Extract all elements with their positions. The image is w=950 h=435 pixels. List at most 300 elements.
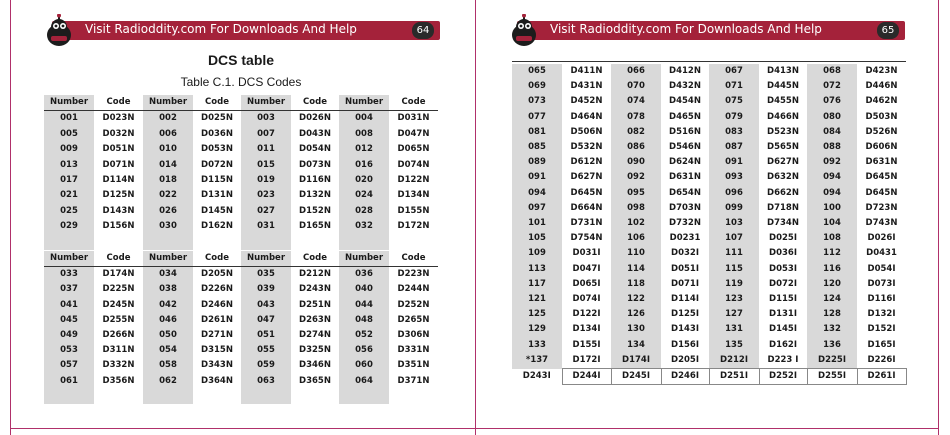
column-header-number: Number <box>339 95 389 111</box>
dcs-code-cell: D172I <box>572 354 601 365</box>
dcs-number-cell: 011 <box>241 142 291 157</box>
dcs-code-cell: D114I <box>671 294 699 305</box>
dcs-number-cell: 092 <box>807 155 857 170</box>
crop-mark-right <box>938 0 939 435</box>
table-row <box>44 374 438 389</box>
dcs-number-cell: 034 <box>143 267 193 283</box>
dcs-code-cell: D162I <box>769 339 797 350</box>
dcs-code-cell: D371N <box>397 375 430 386</box>
dcs-number-cell: 054 <box>143 343 193 358</box>
dcs-code-cell: D703N <box>669 202 701 213</box>
page-header <box>517 21 905 40</box>
dcs-number-cell: 023 <box>241 188 291 203</box>
table-top-rule <box>512 61 906 62</box>
dcs-number-cell: 019 <box>241 173 291 188</box>
right-page <box>475 0 938 435</box>
dcs-number-cell: 078 <box>611 110 661 125</box>
dcs-number-cell: 105 <box>512 231 562 246</box>
dcs-code-cell: D506N <box>570 126 603 137</box>
dcs-number-cell: 040 <box>339 282 389 297</box>
dcs-code-cell: D244N <box>397 284 430 295</box>
dcs-code-cell: D243N <box>299 284 331 295</box>
dcs-code-cell: D346N <box>299 360 331 371</box>
dcs-number-cell: 083 <box>709 125 759 140</box>
dcs-number-cell: 018 <box>143 173 193 188</box>
dcs-number-cell: 020 <box>339 173 389 188</box>
dcs-code-cell: D143I <box>671 324 699 335</box>
dcs-code-cell: D365N <box>299 375 331 386</box>
dcs-number-cell: 041 <box>44 298 94 313</box>
dcs-code-cell: D465N <box>669 111 701 122</box>
dcs-number-cell: 077 <box>512 110 562 125</box>
dcs-number-cell: 097 <box>512 201 562 216</box>
dcs-number-cell: 132 <box>807 322 857 337</box>
dcs-number-cell: 056 <box>339 343 389 358</box>
dcs-code-cell: D134N <box>397 190 430 201</box>
dcs-code-cell: D131I <box>769 309 797 320</box>
dcs-code-cell: D032I <box>671 248 699 259</box>
table-row <box>512 170 906 185</box>
dcs-code-cell: D364N <box>201 375 233 386</box>
dcs-code-cell: D255N <box>102 314 135 325</box>
column-header-code: Code <box>291 251 339 267</box>
dcs-number-cell: 091 <box>512 170 562 185</box>
dcs-code-cell: D446N <box>865 81 898 92</box>
dcs-code-cell: D025N <box>201 113 233 124</box>
dcs-code-cell: D152N <box>299 205 331 216</box>
dcs-code-cell: D053I <box>769 263 797 274</box>
dcs-number-cell: 131 <box>709 322 759 337</box>
dcs-code-cell: D532N <box>570 142 603 153</box>
table-row <box>512 322 906 337</box>
table-row <box>44 343 438 358</box>
table-row <box>44 313 438 328</box>
dcs-code-cell: D412N <box>669 66 701 76</box>
table-row <box>44 267 438 283</box>
dcs-number-cell: 111 <box>709 246 759 261</box>
dcs-number-cell: 068 <box>807 64 857 79</box>
table-row <box>44 173 438 188</box>
dcs-code-cell: D452N <box>570 96 603 107</box>
dcs-number-cell: 031 <box>241 219 291 234</box>
dcs-number-cell: 043 <box>241 298 291 313</box>
dcs-code-cell: D464N <box>570 111 603 122</box>
dcs-code-cell: D047N <box>397 128 430 139</box>
dcs-code-cell: D132N <box>299 190 331 201</box>
dcs-number-cell: 103 <box>709 216 759 231</box>
table-row <box>512 201 906 216</box>
dcs-code-cell: D612N <box>570 157 603 168</box>
dcs-number-cell: 025 <box>44 204 94 219</box>
dcs-code-cell: D627N <box>767 157 799 168</box>
table-row <box>44 219 438 234</box>
dcs-number-cell: 116 <box>807 262 857 277</box>
dcs-number-cell: 007 <box>241 127 291 142</box>
dcs-code-cell: D466N <box>767 111 799 122</box>
dcs-code-cell: D122N <box>397 175 430 186</box>
dcs-code-cell: D026N <box>299 113 331 124</box>
column-header-number: Number <box>241 95 291 111</box>
dcs-code-cell: D032N <box>102 128 135 139</box>
header-text: Visit Radioddity.com For Downloads And Help <box>550 22 822 36</box>
dcs-code-cell: D255I <box>807 369 857 385</box>
dcs-number-cell: D225I <box>807 353 857 369</box>
dcs-number-cell: 037 <box>44 282 94 297</box>
dcs-number-cell: 133 <box>512 338 562 353</box>
table-row <box>512 140 906 155</box>
dcs-code-cell: D274N <box>299 330 331 341</box>
dcs-code-cell: D445N <box>767 81 799 92</box>
dcs-code-cell: D053N <box>201 144 233 155</box>
table-row <box>512 292 906 307</box>
table-row <box>512 110 906 125</box>
dcs-code-cell: D731N <box>570 218 603 229</box>
table-row <box>44 111 438 127</box>
radioddity-mascot-icon <box>509 14 541 48</box>
dcs-number-cell: 057 <box>44 358 94 373</box>
dcs-number-cell: 104 <box>807 216 857 231</box>
dcs-code-cell: D036N <box>201 128 233 139</box>
dcs-code-cell: D226I <box>867 354 896 365</box>
dcs-number-cell: 099 <box>709 201 759 216</box>
dcs-number-cell: 069 <box>512 79 562 94</box>
dcs-code-cell: D132I <box>867 309 896 320</box>
dcs-code-cell: D332N <box>102 360 135 371</box>
dcs-code-cell: D546N <box>669 142 701 153</box>
dcs-number-cell: 124 <box>807 292 857 307</box>
dcs-number-cell: 101 <box>512 216 562 231</box>
dcs-code-cell: D225N <box>102 284 135 295</box>
dcs-code-cell: D125I <box>671 309 699 320</box>
dcs-code-cell: D723N <box>865 202 898 213</box>
dcs-number-cell: 134 <box>611 338 661 353</box>
dcs-code-cell: D0431 <box>866 248 897 259</box>
dcs-number-cell: 121 <box>512 292 562 307</box>
table-header-row <box>44 251 438 267</box>
dcs-number-cell: 079 <box>709 110 759 125</box>
dcs-number-cell: 006 <box>143 127 193 142</box>
dcs-code-cell: D252N <box>397 299 430 310</box>
column-header-code: Code <box>94 95 143 111</box>
dcs-number-cell: 055 <box>241 343 291 358</box>
dcs-number-cell: 088 <box>807 140 857 155</box>
dcs-number-cell: 046 <box>143 313 193 328</box>
dcs-number-cell: 094 <box>512 186 562 201</box>
dcs-number-cell: 127 <box>709 307 759 322</box>
dcs-number-cell: 085 <box>512 140 562 155</box>
dcs-number-cell: 061 <box>44 374 94 389</box>
dcs-code-cell: D143N <box>102 205 135 216</box>
table-row <box>44 127 438 142</box>
dcs-code-cell: D165N <box>299 221 331 232</box>
dcs-code-cell: D043N <box>299 128 331 139</box>
dcs-number-cell: 108 <box>807 231 857 246</box>
column-header-number: Number <box>44 251 94 267</box>
dcs-number-cell: 022 <box>143 188 193 203</box>
dcs-number-cell: 112 <box>807 246 857 261</box>
dcs-number-cell: 063 <box>241 374 291 389</box>
dcs-code-cell: D266N <box>102 330 135 341</box>
dcs-number-cell: 003 <box>241 111 291 127</box>
dcs-number-cell: 087 <box>709 140 759 155</box>
dcs-number-cell: 052 <box>339 328 389 343</box>
dcs-code-cell: D718N <box>767 202 799 213</box>
dcs-number-cell: D212I <box>709 353 759 369</box>
dcs-code-cell: D431N <box>570 81 603 92</box>
dcs-number-cell: 120 <box>807 277 857 292</box>
dcs-code-cell: D071I <box>671 278 699 289</box>
dcs-number-cell: 048 <box>339 313 389 328</box>
dcs-code-cell: D134I <box>572 324 601 335</box>
dcs-number-cell: 021 <box>44 188 94 203</box>
dcs-number-cell: 091 <box>709 155 759 170</box>
table-caption: Table C.1. DCS Codes <box>180 75 302 89</box>
dcs-number-cell: 094 <box>807 170 857 185</box>
dcs-number-cell: 135 <box>709 338 759 353</box>
dcs-number-cell: 073 <box>512 94 562 109</box>
dcs-number-cell: 123 <box>709 292 759 307</box>
dcs-code-cell: D172N <box>397 221 430 232</box>
column-header-code: Code <box>193 251 241 267</box>
dcs-number-cell: 098 <box>611 201 661 216</box>
table-row <box>512 307 906 322</box>
dcs-code-cell: D243I <box>512 369 562 385</box>
dcs-table-part-3 <box>512 64 907 385</box>
dcs-code-cell: D223 I <box>767 354 799 365</box>
table-row-extra <box>512 369 906 385</box>
dcs-number-cell: 024 <box>339 188 389 203</box>
dcs-number-cell: 071 <box>709 79 759 94</box>
dcs-code-cell: D072I <box>769 278 797 289</box>
page-number: 65 <box>877 22 899 39</box>
dcs-number-cell: 094 <box>807 186 857 201</box>
dcs-code-cell: D023N <box>102 113 135 124</box>
dcs-number-cell: 092 <box>611 170 661 185</box>
dcs-code-cell: D165I <box>867 339 896 350</box>
dcs-code-cell: D645N <box>865 187 898 198</box>
dcs-number-cell: 074 <box>611 94 661 109</box>
dcs-code-cell: D432N <box>669 81 701 92</box>
dcs-number-cell: 075 <box>709 94 759 109</box>
dcs-code-cell: D073N <box>299 159 331 170</box>
dcs-code-cell: D325N <box>299 345 331 356</box>
dcs-code-cell: D212N <box>299 269 331 280</box>
table-row <box>44 328 438 343</box>
dcs-code-cell: D251I <box>709 369 759 385</box>
dcs-code-cell: D065I <box>572 278 601 289</box>
dcs-number-cell: 032 <box>339 219 389 234</box>
dcs-number-cell: 118 <box>611 277 661 292</box>
dcs-code-cell: D115N <box>201 175 233 186</box>
dcs-code-cell: D245N <box>102 299 135 310</box>
dcs-code-cell: D413N <box>767 66 799 76</box>
dcs-number-cell: 012 <box>339 142 389 157</box>
dcs-code-cell: D331N <box>397 345 430 356</box>
dcs-number-cell: 067 <box>709 64 759 79</box>
dcs-number-cell: 038 <box>143 282 193 297</box>
dcs-code-cell: D261N <box>201 314 233 325</box>
dcs-code-cell: D125N <box>102 190 135 201</box>
dcs-code-cell: D054I <box>867 263 896 274</box>
dcs-number-cell: 096 <box>709 186 759 201</box>
dcs-code-cell: D664N <box>570 202 603 213</box>
dcs-number-cell: 076 <box>807 94 857 109</box>
dcs-code-cell: D754N <box>570 233 603 244</box>
page-number: 64 <box>412 22 434 39</box>
dcs-number-cell: 051 <box>241 328 291 343</box>
dcs-code-cell: D411N <box>570 66 603 76</box>
column-header-code: Code <box>94 251 143 267</box>
dcs-code-cell: D263N <box>299 314 331 325</box>
dcs-number-cell: 010 <box>143 142 193 157</box>
dcs-code-cell: D116N <box>299 175 331 186</box>
dcs-code-cell: D265N <box>397 314 430 325</box>
dcs-number-cell: 102 <box>611 216 661 231</box>
dcs-code-cell: D455N <box>767 96 799 107</box>
dcs-number-cell: 106 <box>611 231 661 246</box>
dcs-table-part-2 <box>44 251 438 404</box>
dcs-number-cell: 016 <box>339 158 389 173</box>
dcs-number-cell: 113 <box>512 262 562 277</box>
table-row <box>44 188 438 203</box>
dcs-number-cell: 082 <box>611 125 661 140</box>
dcs-number-cell: 122 <box>611 292 661 307</box>
dcs-number-cell: 110 <box>611 246 661 261</box>
dcs-code-cell: D523N <box>767 126 799 137</box>
dcs-number-cell: 114 <box>611 262 661 277</box>
dcs-code-cell: D734N <box>767 218 799 229</box>
dcs-code-cell: D054N <box>299 144 331 155</box>
dcs-code-cell: D645N <box>570 187 603 198</box>
dcs-code-cell: D244I <box>562 369 611 385</box>
dcs-number-cell: 026 <box>143 204 193 219</box>
dcs-number-cell: 095 <box>611 186 661 201</box>
dcs-number-cell: 035 <box>241 267 291 283</box>
dcs-code-cell: D162N <box>201 221 233 232</box>
dcs-number-cell: 062 <box>143 374 193 389</box>
dcs-number-cell: 060 <box>339 358 389 373</box>
dcs-number-cell: 028 <box>339 204 389 219</box>
dcs-code-cell: D155I <box>572 339 601 350</box>
table-header-row <box>44 95 438 111</box>
table-row <box>512 338 906 353</box>
page-header <box>52 21 440 40</box>
dcs-number-cell: 049 <box>44 328 94 343</box>
dcs-code-cell: D205I <box>671 354 699 365</box>
dcs-number-cell: 072 <box>807 79 857 94</box>
dcs-code-cell: D654N <box>669 187 701 198</box>
dcs-code-cell: D565N <box>767 142 799 153</box>
header-text: Visit Radioddity.com For Downloads And Help <box>85 22 357 36</box>
dcs-code-cell: D122I <box>572 309 601 320</box>
dcs-number-cell: 059 <box>241 358 291 373</box>
dcs-code-cell: D251N <box>299 299 331 310</box>
dcs-number-cell: 015 <box>241 158 291 173</box>
dcs-code-cell: D632N <box>767 172 799 183</box>
dcs-number-cell: 125 <box>512 307 562 322</box>
dcs-number-cell: 002 <box>143 111 193 127</box>
dcs-number-cell: 045 <box>44 313 94 328</box>
dcs-number-cell: *137 <box>512 353 562 369</box>
dcs-number-cell: 109 <box>512 246 562 261</box>
dcs-code-cell: D065N <box>397 144 430 155</box>
table-row <box>512 94 906 109</box>
dcs-code-cell: D631N <box>669 172 701 183</box>
table-row <box>512 155 906 170</box>
dcs-number-cell: D174I <box>611 353 661 369</box>
dcs-code-cell: D074I <box>572 294 601 305</box>
dcs-number-cell: 029 <box>44 219 94 234</box>
column-header-number: Number <box>143 251 193 267</box>
dcs-number-cell: 039 <box>241 282 291 297</box>
dcs-code-cell: D246I <box>661 369 709 385</box>
dcs-number-cell: 027 <box>241 204 291 219</box>
dcs-code-cell: D0231 <box>669 233 701 244</box>
dcs-code-cell: D073I <box>867 278 896 289</box>
dcs-table-part-1 <box>44 95 438 250</box>
table-row <box>512 79 906 94</box>
dcs-code-cell: D356N <box>102 375 135 386</box>
dcs-number-cell: 013 <box>44 158 94 173</box>
column-header-number: Number <box>339 251 389 267</box>
dcs-code-cell: D631N <box>865 157 898 168</box>
page-title: DCS table <box>207 52 275 68</box>
dcs-code-cell: D156N <box>102 221 135 232</box>
dcs-code-cell: D454N <box>669 96 701 107</box>
dcs-code-cell: D152I <box>867 324 896 335</box>
table-row <box>44 358 438 373</box>
dcs-code-cell: D074N <box>397 159 430 170</box>
table-row <box>512 216 906 231</box>
column-header-number: Number <box>44 95 94 111</box>
dcs-number-cell: 115 <box>709 262 759 277</box>
dcs-number-cell: 100 <box>807 201 857 216</box>
dcs-code-cell: D645N <box>865 172 898 183</box>
dcs-code-cell: D156I <box>671 339 699 350</box>
dcs-code-cell: D627N <box>570 172 603 183</box>
column-header-code: Code <box>291 95 339 111</box>
column-header-number: Number <box>143 95 193 111</box>
table-row <box>44 158 438 173</box>
dcs-number-cell: 033 <box>44 267 94 283</box>
dcs-code-cell: D131N <box>201 190 233 201</box>
column-header-code: Code <box>193 95 241 111</box>
dcs-code-cell: D516N <box>669 126 701 137</box>
dcs-number-cell: 017 <box>44 173 94 188</box>
dcs-number-cell: 066 <box>611 64 661 79</box>
table-row <box>512 277 906 292</box>
column-header-number: Number <box>241 251 291 267</box>
dcs-code-cell: D246N <box>201 299 233 310</box>
dcs-code-cell: D245I <box>611 369 661 385</box>
dcs-code-cell: D606N <box>865 142 898 153</box>
dcs-code-cell: D145N <box>201 205 233 216</box>
dcs-code-cell: D252I <box>759 369 807 385</box>
dcs-number-cell: 053 <box>44 343 94 358</box>
dcs-number-cell: 050 <box>143 328 193 343</box>
dcs-number-cell: 090 <box>611 155 661 170</box>
dcs-number-cell: 107 <box>709 231 759 246</box>
dcs-number-cell: 084 <box>807 125 857 140</box>
table-row <box>512 231 906 246</box>
dcs-number-cell: 009 <box>44 142 94 157</box>
dcs-number-cell: 008 <box>339 127 389 142</box>
dcs-code-cell: D072N <box>201 159 233 170</box>
dcs-number-cell: 080 <box>807 110 857 125</box>
radioddity-mascot-icon <box>44 14 76 48</box>
dcs-number-cell: 129 <box>512 322 562 337</box>
dcs-number-cell: 117 <box>512 277 562 292</box>
